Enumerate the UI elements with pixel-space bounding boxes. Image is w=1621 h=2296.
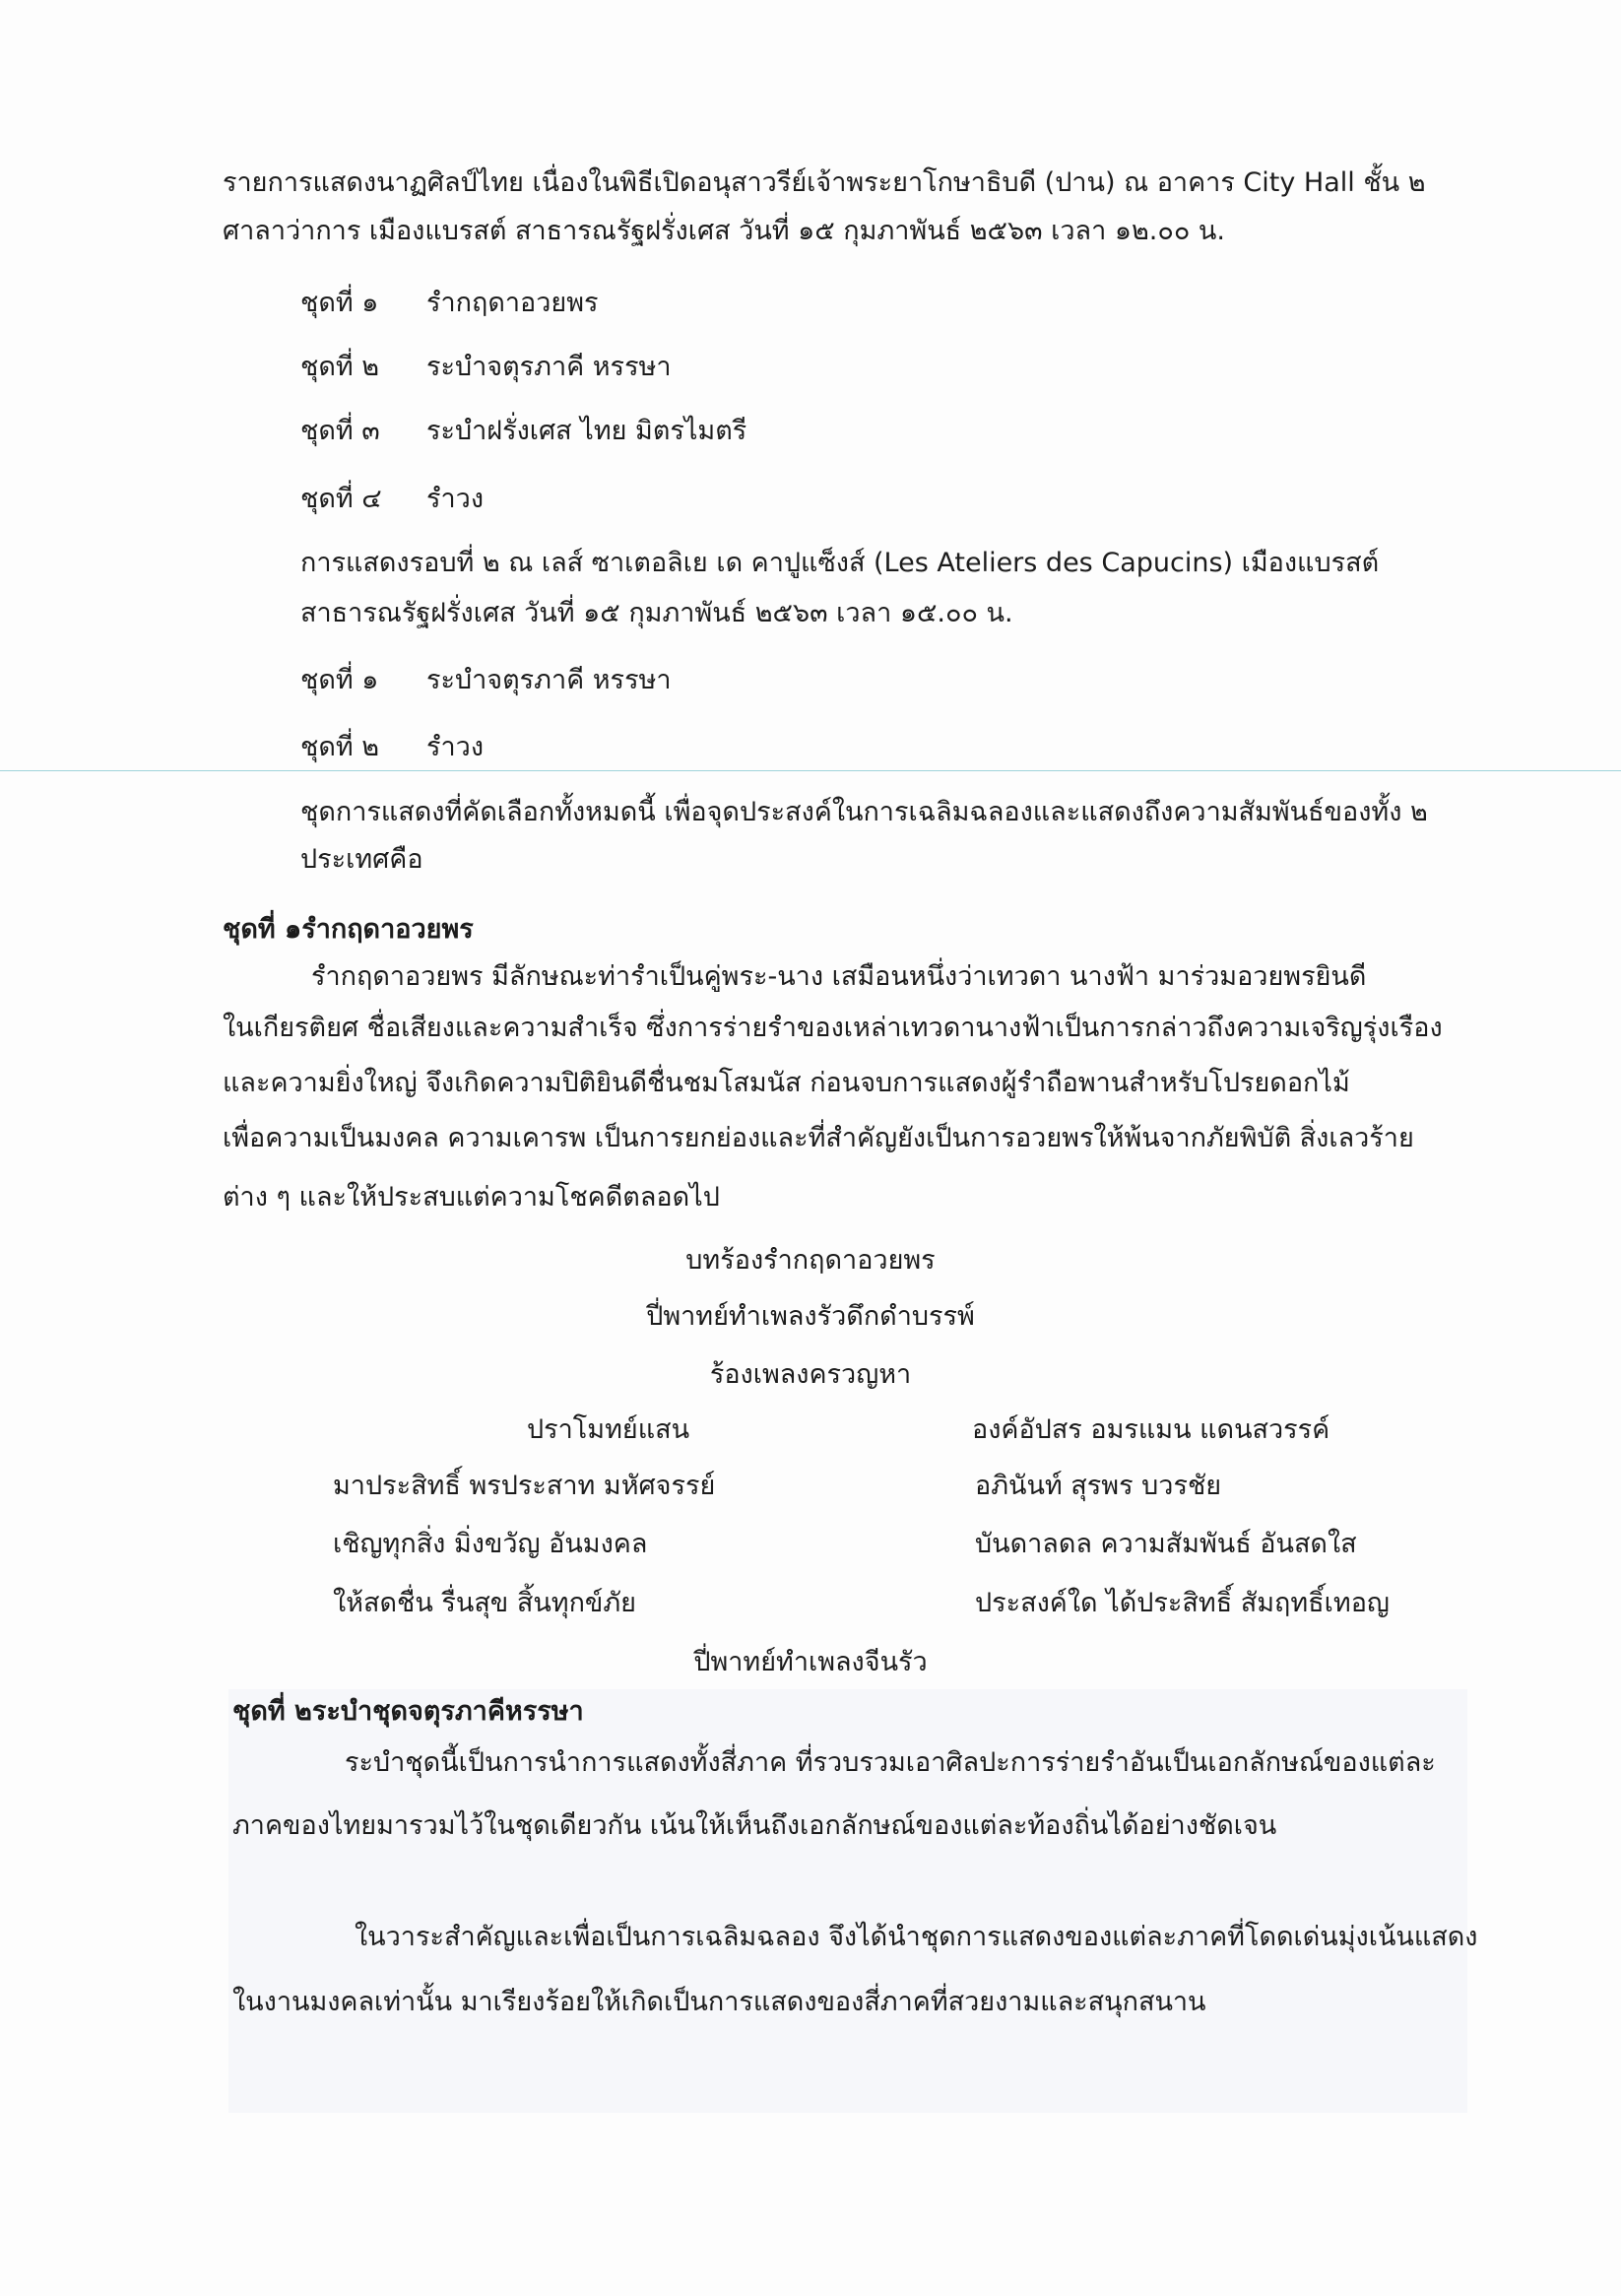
section2-para1-line-2: ภาคของไทยมารวมไว้ในชุดเดียวกัน เน้นให้เห็นถึงเอกลักษณ์ของแต่ละท้องถิ่นได้อย่างชัดเจน (232, 1810, 1277, 1841)
song-name: ร้องเพลงครวญหา (709, 1359, 912, 1390)
verse-right-2: อภินันท์ สุรพร บวรชัย (975, 1471, 1222, 1501)
section1-heading: ชุดที่ ๑รำกฤดาอวยพร (223, 914, 474, 945)
verse-right-1: องค์อัปสร อมรแมน แดนสวรรค์ (972, 1414, 1330, 1445)
scan-line (0, 770, 1621, 771)
verse-left-4: ให้สดชื่น รื่นสุข สิ้นทุกข์ภัย (333, 1588, 636, 1618)
round2-line-1: การแสดงรอบที่ ๒ ณ เลส์ ซาเตอลิเย เด คาปูแซ็งส์ (Les Ateliers des Capucins) เมืองแบรสต์ (300, 548, 1380, 578)
round2-item-2-num: ชุดที่ ๒ (300, 732, 380, 762)
round1-item-2-title: ระบำจตุรภาคี หรรษา (426, 352, 672, 382)
section2-para2-line-1: ในวาระสำคัญและเพื่อเป็นการเฉลิมฉลอง จึงได้นำชุดการแสดงของแต่ละภาคที่โดดเด่นมุ่งเน้นแสดง (355, 1922, 1478, 1952)
purpose-line-1: ชุดการแสดงที่คัดเลือกทั้งหมดนี้ เพื่อจุดประสงค์ในการเฉลิมฉลองและแสดงถึงความสัมพันธ์ของทั้ง ๒ (300, 797, 1428, 827)
round1-item-3 (300, 412, 746, 451)
section1-para-line-3: และความยิ่งใหญ่ จึงเกิดความปิติยินดีชื่นชมโสมนัส ก่อนจบการแสดงผู้รำถือพานสำหรับโปรยดอกไม้ (223, 1068, 1350, 1098)
section1-para-line-2: ในเกียรติยศ ชื่อเสียงและความสำเร็จ ซึ่งการร่ายรำของเหล่าเทวดานางฟ้าเป็นการกล่าวถึงความเจริญรุ่งเรือง (223, 1013, 1443, 1043)
round1-item-2 (300, 348, 672, 387)
round2-item-1-num: ชุดที่ ๑ (300, 665, 379, 695)
intro-line-2: ศาลาว่าการ เมืองแบรสต์ สาธารณรัฐฝรั่งเศส วันที่ ๑๕ กุมภาพันธ์ ๒๕๖๓ เวลา ๑๒.๐๐ น. (223, 216, 1225, 246)
verse-right-4: ประสงค์ใด ได้ประสิทธิ์ สัมฤทธิ์เทอญ (975, 1588, 1390, 1618)
intro-line-1: รายการแสดงนาฏศิลป์ไทย เนื่องในพิธีเปิดอนุสาวรีย์เจ้าพระยาโกษาธิบดี (ปาน) ณ อาคาร City Hall ชั้น ๒ (223, 167, 1426, 198)
verse-left-2: มาประสิทธิ์ พรประสาท มหัศจรรย์ (333, 1471, 716, 1501)
section1-para-line-1: รำกฤดาอวยพร มีลักษณะท่ารำเป็นคู่พระ-นาง เสมือนหนึ่งว่าเทวดา นางฟ้า มาร่วมอวยพรยินดี (311, 961, 1367, 992)
round1-item-3-title: ระบำฝรั่งเศส ไทย มิตรไมตรี (426, 416, 747, 446)
round2-item-1 (300, 661, 672, 700)
round1-item-1 (300, 284, 599, 323)
music-line-2: ปี่พาทย์ทำเพลงจีนรัว (693, 1647, 928, 1677)
section2-para1-line-1: ระบำชุดนี้เป็นการนำการแสดงทั้งสี่ภาค ที่รวบรวมเอาศิลปะการร่ายรำอันเป็นเอกลักษณ์ของแต่ละ (345, 1747, 1436, 1778)
song-title: บทร้องรำกฤดาอวยพร (685, 1245, 936, 1276)
round2-item-1-title: ระบำจตุรภาคี หรรษา (426, 665, 672, 695)
section2-heading: ชุดที่ ๒ระบำชุดจตุรภาคีหรรษา (232, 1696, 584, 1727)
purpose-line-2: ประเทศคือ (300, 844, 423, 875)
verse-left-1: ปราโมทย์แสน (527, 1414, 690, 1445)
verse-left-3: เชิญทุกสิ่ง มิ่งขวัญ อันมงคล (333, 1529, 648, 1559)
section1-para-line-4: เพื่อความเป็นมงคล ความเคารพ เป็นการยกย่องและที่สำคัญยังเป็นการอวยพรให้พ้นจากภัยพิบัติ สิ่งเลวร้าย (223, 1123, 1414, 1153)
round1-item-1-title: รำกฤดาอวยพร (426, 288, 599, 318)
round2-line-2: สาธารณรัฐฝรั่งเศส วันที่ ๑๕ กุมภาพันธ์ ๒๕๖๓ เวลา ๑๕.๐๐ น. (300, 598, 1013, 628)
section1-para-line-5: ต่าง ๆ และให้ประสบแต่ความโชคดีตลอดไป (223, 1182, 720, 1213)
round1-item-4-num: ชุดที่ ๔ (300, 484, 382, 514)
round2-item-2-title: รำวง (426, 732, 485, 762)
round2-item-2 (300, 728, 484, 767)
section2-para2-line-2: ในงานมงคลเท่านั้น มาเรียงร้อยให้เกิดเป็นการแสดงของสี่ภาคที่สวยงามและสนุกสนาน (232, 1987, 1206, 2017)
verse-right-3: บันดาลดล ความสัมพันธ์ อันสดใส (975, 1529, 1357, 1559)
round1-item-4 (300, 480, 484, 519)
round1-item-1-num: ชุดที่ ๑ (300, 288, 379, 318)
music-line-1: ปี่พาทย์ทำเพลงรัวดึกดำบรรพ์ (646, 1301, 975, 1332)
round1-item-2-num: ชุดที่ ๒ (300, 352, 380, 382)
round1-item-3-num: ชุดที่ ๓ (300, 416, 380, 446)
round1-item-4-title: รำวง (426, 484, 485, 514)
